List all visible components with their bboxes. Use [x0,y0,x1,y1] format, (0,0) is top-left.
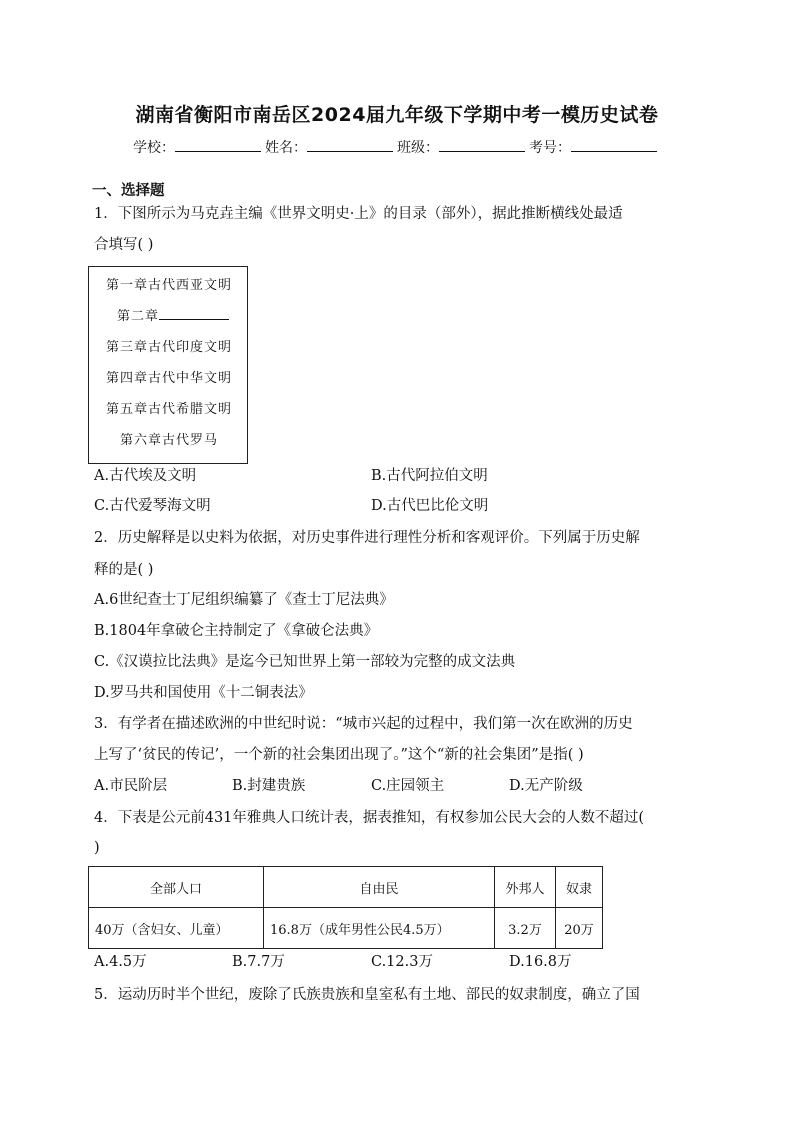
q3-option-a[interactable]: A.市民阶层 [94,778,168,794]
q5-line1: 5．运动历时半个世纪，废除了氏族贵族和皇室私有土地、部民的奴隶制度，确立了国 [94,987,640,1003]
q2-line2: 释的是( ) [94,562,154,578]
q3-line2: 上写了‘贫民的传记’，一个新的社会集团出现了。”这个“新的社会集团”是指( ) [94,747,584,763]
q1-line2: 合填写( ) [94,237,154,253]
q2-option-c[interactable]: C.《汉谟拉比法典》是迄今已知世界上第一部较为完整的成文法典 [94,654,516,670]
q1-option-d[interactable]: D.古代巴比伦文明 [371,498,489,514]
student-info-row [0,137,794,157]
id-blank[interactable] [571,137,657,152]
id-label: 考号： [529,140,571,156]
toc-underline [159,307,229,320]
q4-line2: ) [94,840,100,856]
q3-option-b[interactable]: B.封建贵族 [232,778,306,794]
toc-row: 第三章古代印度文明 [105,340,232,355]
toc-row-label: 第二章 [116,309,159,324]
table-cell: 20万 [556,908,603,949]
section-heading: 一、选择题 [92,183,165,199]
q1-option-a[interactable]: A.古代埃及文明 [94,468,197,484]
table-header-cell: 奴隶 [556,867,603,908]
toc-box [88,266,248,464]
table-header-cell: 自由民 [264,867,495,908]
table-row [89,908,603,949]
q4-option-a[interactable]: A.4.5万 [94,954,147,970]
table-header-row [89,867,603,908]
toc-row: 第六章古代罗马 [119,433,218,448]
table-cell: 16.8万（成年男性公民4.5万） [264,908,495,949]
q3-option-d[interactable]: D.无产阶级 [509,778,583,794]
exam-title: 湖南省衡阳市南岳区2024届九年级下学期中考一模历史试卷 [135,104,659,126]
q2-line1: 2．历史解释是以史料为依据，对历史事件进行理性分析和客观评价。下列属于历史解 [94,530,640,546]
q1-line1: 1．下图所示为马克垚主编《世界文明史·上》的目录（部外），据此推断横线处最适 [94,206,623,222]
q4-line1: 4．下表是公元前431年雅典人口统计表，据表推知，有权参加公民大会的人数不超过( [94,810,645,826]
toc-row-blank [89,305,249,324]
q2-option-a[interactable]: A.6世纪查士丁尼组织编纂了《查士丁尼法典》 [94,592,394,608]
class-label: 班级： [397,140,439,156]
q1-option-b[interactable]: B.古代阿拉伯文明 [371,468,488,484]
q4-option-d[interactable]: D.16.8万 [509,954,572,970]
table-cell: 40万（含妇女、儿童） [89,908,264,949]
toc-row: 第五章古代希腊文明 [105,402,232,417]
q4-option-b[interactable]: B.7.7万 [232,954,285,970]
table-header-cell: 外邦人 [495,867,556,908]
q1-option-c[interactable]: C.古代爱琴海文明 [94,498,211,514]
school-label: 学校： [133,140,175,156]
table-cell: 3.2万 [495,908,556,949]
q4-option-c[interactable]: C.12.3万 [371,954,433,970]
q3-line1: 3．有学者在描述欧洲的中世纪时说：“城市兴起的过程中，我们第一次在欧洲的历史 [94,716,633,732]
toc-row: 第四章古代中华文明 [105,371,232,386]
name-label: 姓名： [265,140,307,156]
table-header-cell: 全部人口 [89,867,264,908]
class-blank[interactable] [439,137,525,152]
q2-option-d[interactable]: D.罗马共和国使用《十二铜表法》 [94,685,313,701]
school-blank[interactable] [175,137,261,152]
q3-option-c[interactable]: C.庄园领主 [371,778,445,794]
toc-row: 第一章古代西亚文明 [105,278,232,293]
q2-option-b[interactable]: B.1804年拿破仑主持制定了《拿破仑法典》 [94,623,379,639]
population-table [88,866,603,949]
name-blank[interactable] [307,137,393,152]
